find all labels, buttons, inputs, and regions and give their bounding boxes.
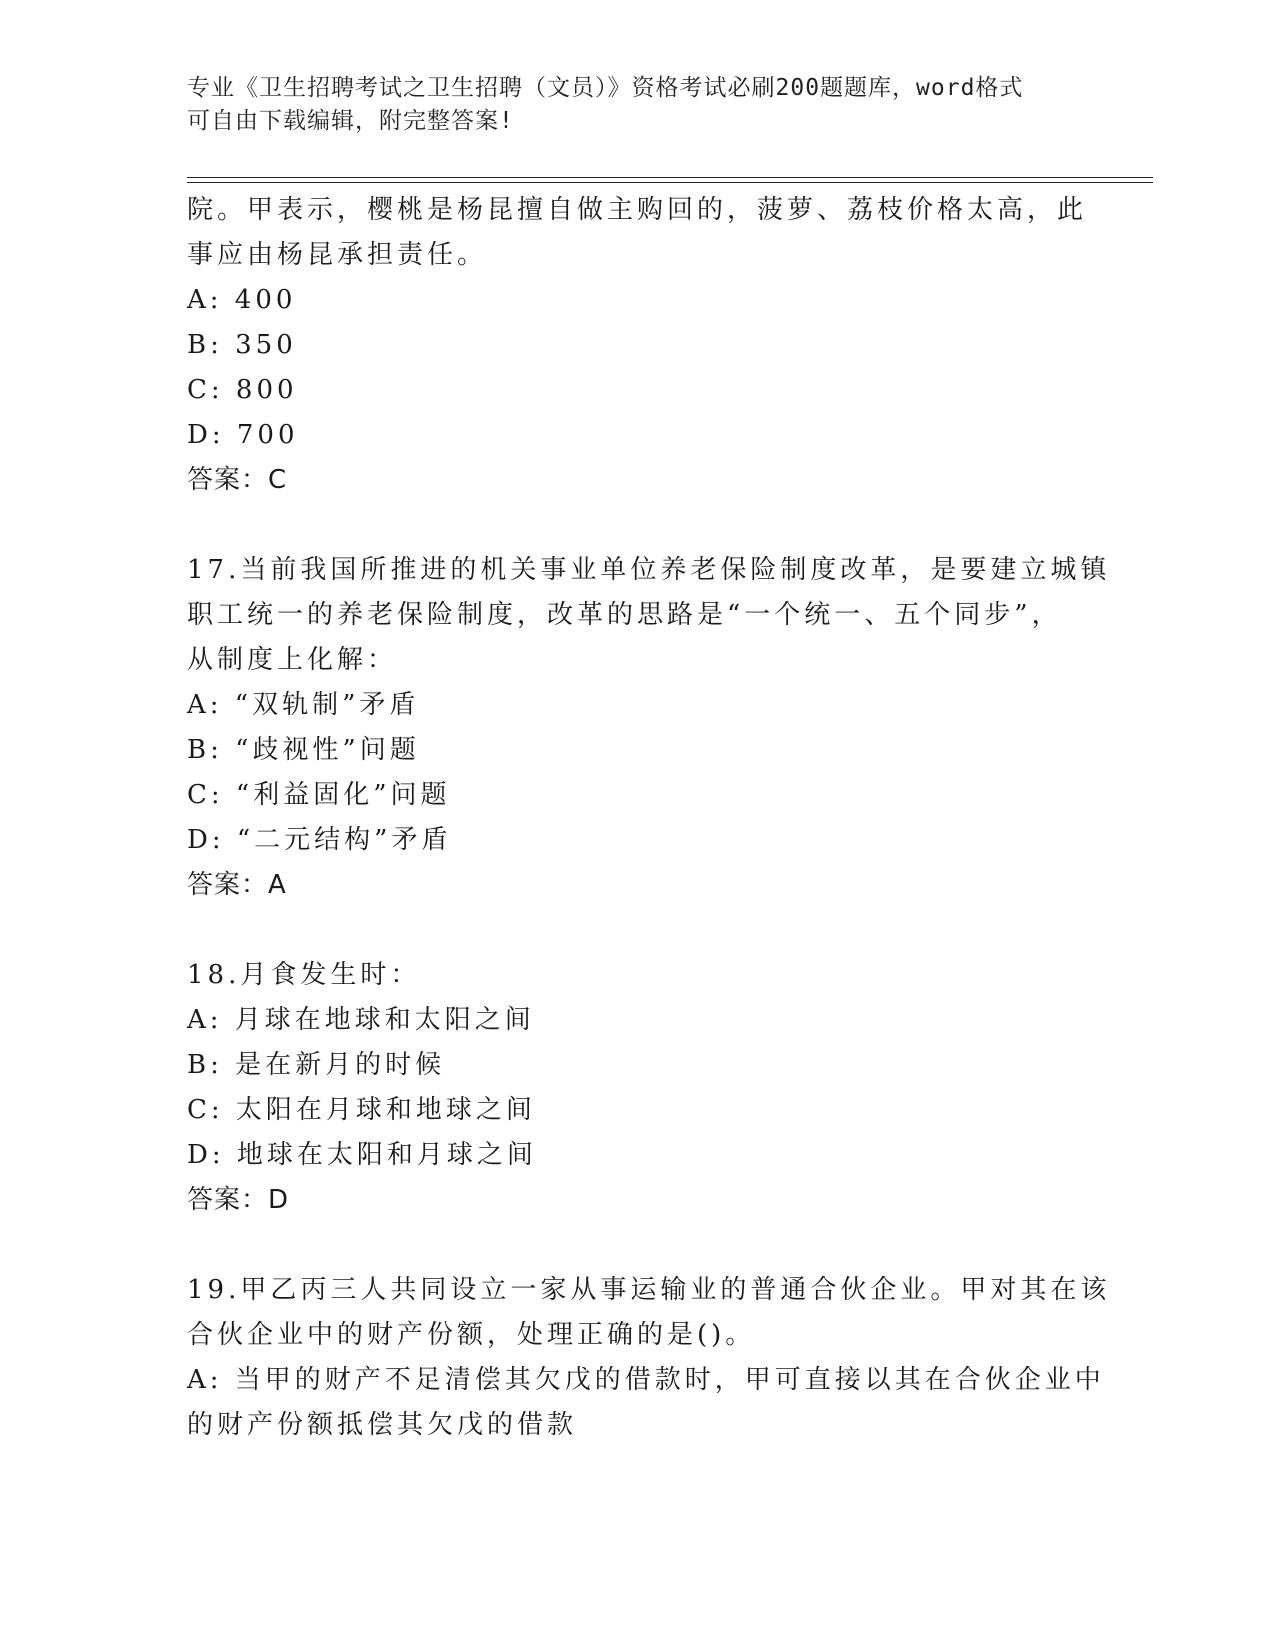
header-divider-top bbox=[187, 177, 1153, 178]
answer-line: 答案：C bbox=[187, 465, 288, 495]
question-text-line: 18.月食发生时： bbox=[187, 960, 421, 990]
question-continuation bbox=[187, 188, 1087, 503]
option-a: A: “双轨制”矛盾 bbox=[187, 690, 420, 720]
option-b: B: 350 bbox=[187, 330, 297, 360]
answer-line: 答案：A bbox=[187, 870, 287, 900]
question-17 bbox=[187, 548, 1111, 908]
option-b: B: “歧视性”问题 bbox=[187, 735, 420, 765]
question-text-line: 19.甲乙丙三人共同设立一家从事运输业的普通合伙企业。甲对其在该 bbox=[187, 1275, 1111, 1305]
question-text-line: 事应由杨昆承担责任。 bbox=[187, 240, 488, 270]
question-text-line: 职工统一的养老保险制度，改革的思路是“一个统一、五个同步”， bbox=[187, 600, 1062, 630]
header-subtitle-line: 可自由下载编辑，附完整答案! bbox=[187, 108, 514, 134]
option-d: D: 700 bbox=[187, 420, 299, 450]
option-a: A: 400 bbox=[187, 285, 297, 315]
question-19 bbox=[187, 1268, 1111, 1448]
option-c: C: 800 bbox=[187, 375, 298, 405]
option-a-continued: 的财产份额抵偿其欠戊的借款 bbox=[187, 1410, 578, 1440]
spacer bbox=[187, 503, 1087, 548]
option-d: D: 地球在太阳和月球之间 bbox=[187, 1140, 537, 1170]
question-text-line: 院。甲表示，樱桃是杨昆擅自做主购回的，菠萝、荔枝价格太高，此 bbox=[187, 195, 1088, 225]
option-c: C: “利益固化”问题 bbox=[187, 780, 451, 810]
spacer bbox=[187, 1223, 1087, 1268]
option-c: C: 太阳在月球和地球之间 bbox=[187, 1095, 536, 1125]
question-text-line: 合伙企业中的财产份额，处理正确的是()。 bbox=[187, 1320, 756, 1350]
option-b: B: 是在新月的时候 bbox=[187, 1050, 446, 1080]
option-d: D: “二元结构”矛盾 bbox=[187, 825, 452, 855]
spacer bbox=[187, 908, 1087, 953]
answer-line: 答案：D bbox=[187, 1185, 290, 1215]
header-divider-bottom bbox=[187, 182, 1153, 183]
question-text-line: 17.当前我国所推进的机关事业单位养老保险制度改革，是要建立城镇 bbox=[187, 555, 1111, 585]
question-text-line: 从制度上化解： bbox=[187, 645, 398, 675]
page-header bbox=[187, 72, 1067, 138]
question-18 bbox=[187, 953, 1087, 1223]
question-content bbox=[187, 188, 1111, 1448]
option-a: A: 当甲的财产不足清偿其欠戊的借款时，甲可直接以其在合伙企业中 bbox=[187, 1365, 1105, 1395]
option-a: A: 月球在地球和太阳之间 bbox=[187, 1005, 535, 1035]
header-title-line: 专业《卫生招聘考试之卫生招聘（文员）》资格考试必刷200题题库，word格式 bbox=[187, 75, 1024, 101]
